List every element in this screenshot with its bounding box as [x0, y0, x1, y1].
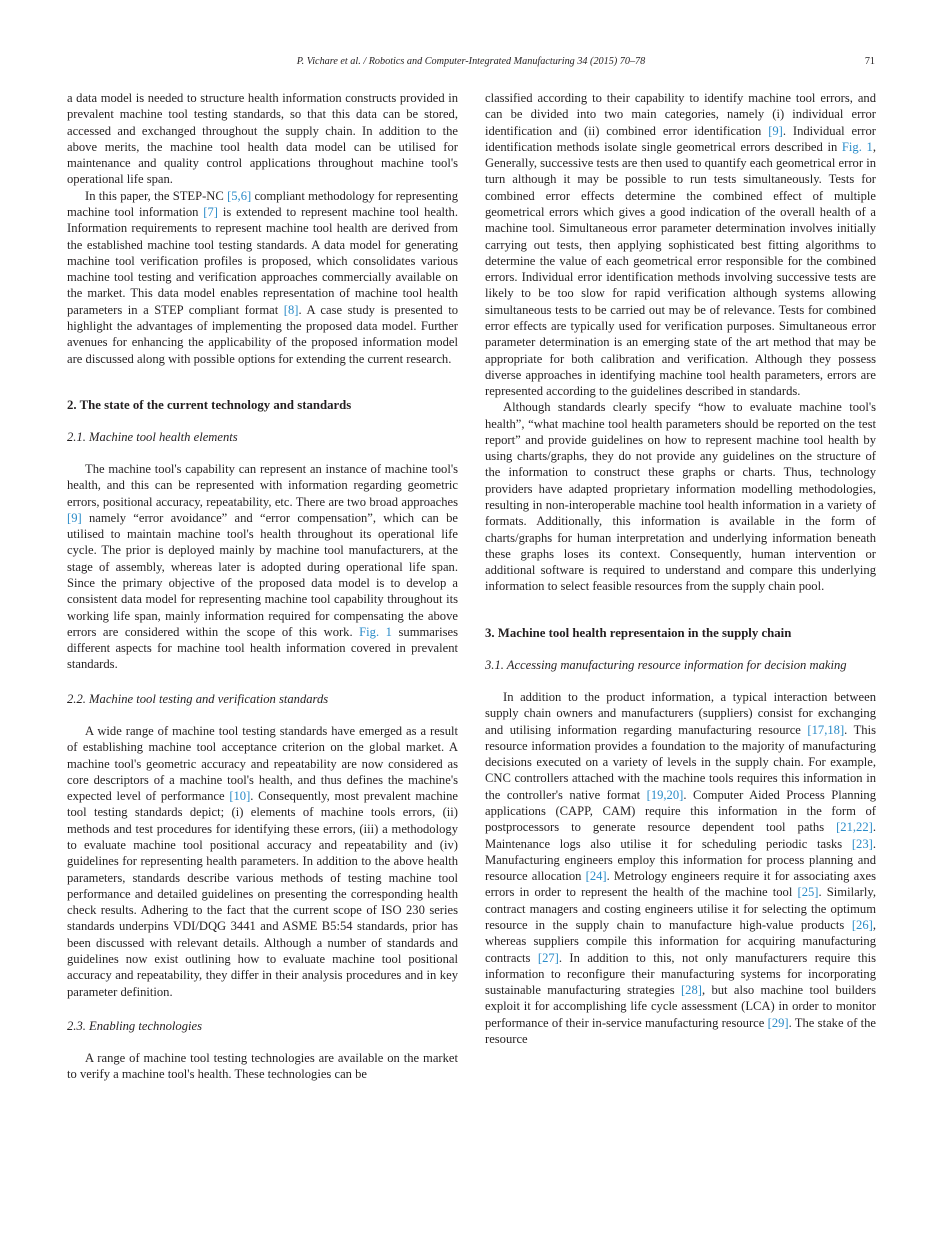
section-heading: 3. Machine tool health representaion in the supply chain — [485, 625, 792, 640]
citation-link[interactable]: [25] — [797, 885, 819, 900]
citation-link[interactable]: [17,18] — [807, 722, 845, 737]
citation-link[interactable]: [8] — [283, 302, 299, 317]
paragraph: Although standards clearly specify “how to evaluate machine tool's health”, “what machine tool health parameters should be reported on the test report” and provide guidelines on how to represent machine tool health by using charts/graphs, they do not provide any guidelines on the structure of the information to construct these graphs or charts. Thus, technology providers have adapted proprietary information modelling methodologies, resulting in non-interoperable machine tool health information in a variety of formats. Additionally, this information is available in the form of charts/graphs for human interpretation and underlying information beneath these graphs loses its context. Consequently, human intervention or additional software is required to understand and compare this underlying information to select feasible resources from the supply chain pool. — [485, 400, 876, 594]
page-number: 71 — [864, 56, 875, 67]
paragraph: a data model is needed to structure health information constructs provided in prevalent machine tool testing standards, so that this data can be stored, accessed and exchanged throughout the supply chain. In addition to the above merits, the machine tool health data model can be utilised for maintenance and quality control applications throughout machine tool's operational life span. — [67, 91, 458, 187]
subsection-heading: 3.1. Accessing manufacturing resource information for decision making — [485, 657, 847, 672]
paragraph: A range of machine tool testing technologies are available on the market to verify a machine tool's health. These technologies can be — [67, 1051, 458, 1082]
paragraph: In this paper, the STEP-NC [5,6] compliant methodology for representing machine tool information [7] is extended to represent machine tool health. Information requirements to represent machine tool health are derived from the established machine tool testing standards. A data model for generating machine tool verification profiles is proposed, which consolidates various machine tool testing and verification approaches commercially available on the market. This data model enables representation of machine tool health parameters in a STEP compliant format [8]. A case study is presented to highlight the advantages of implementing the proposed data model. Further avenues for enhancing the applicability of the proposed information model are discussed along with possible options for extending the current research. — [67, 188, 458, 366]
citation-link[interactable]: [27] — [537, 950, 559, 965]
left-column — [67, 90, 458, 1083]
running-header — [67, 56, 875, 70]
section-heading: 2. The state of the current technology and standards — [67, 397, 352, 412]
citation-link[interactable]: [19,20] — [646, 787, 684, 802]
citation-link[interactable]: [10] — [229, 789, 251, 804]
citation-link[interactable]: [7] — [203, 204, 218, 219]
paragraph: In addition to the product information, a typical interaction between supply chain owners and manufacturers (suppliers) consist for exchanging and utilising information regarding manufacturing resource [17,18]. This resource information provides a foundation to the majority of manufacturing decisions executed on a variety of levels in the supply chain. For example, CNC controllers attached with the machine tools requires this information in the controller's native format [19,20]. Computer Aided Process Planning applications (CAPP, CAM) require this information in the form of postprocessors to generate resource dependent tool paths [21,22]. Maintenance logs also utilise it for scheduling periodic tasks [23]. Manufacturing engineers employ this information for process planning and resource allocation [24]. Metrology engineers require it for associating axes errors in order to represent the health of the machine tool [25]. Similarly, contract managers and costing engineers utilise it for selecting the optimum resource in the supply chain to manufacture high-value products [26], whereas suppliers compile this information for acquiring manufacturing contracts [27]. In addition to this, not only manufacturers require this information to reconfigure their manufacturing systems for incorporating sustainable manufacturing strategies [28], but also machine tool builders exploit it for accomplishing life cycle assessment (LCA) in order to monitor performance of their in-service manufacturing resource [29]. The stake of the resource — [485, 690, 876, 1046]
citation-link[interactable]: [28] — [680, 983, 702, 998]
citation-link[interactable]: [9] — [67, 510, 82, 525]
running-title: P. Vichare et al. / Robotics and Computer-Integrated Manufacturing 34 (2015) 70–78 — [296, 56, 646, 67]
paragraph: A wide range of machine tool testing standards have emerged as a result of establishing machine tool acceptance criterion on the global market. A machine tool's geometric accuracy and repeatability are now considered as core descriptors of a machine tool's health, and thus defines the machine's expected level of performance [10]. Consequently, most prevalent machine tool testing standards depict; (i) elements of machine tools errors, (ii) methods and test procedures for identifying these errors, (iii) a methodology to evaluate machine tool positional accuracy and repeatability and (iv) guidelines for representing health parameters. In addition to the above health parameters, standards describe various methods of testing machine tool performance and detailed guidelines on presenting the corresponding health check results. Adhering to the fact that the current scope of ISO 230 series standards underpins VDI/DQG 3441 and ASME B5:54 standards, prior has been discussed with relevant details. Although a number of standards and guidelines now exist outlining how to evaluate machine tool positional accuracy and repeatability, they differ in their analysis procedures and in key parameter definition. — [67, 724, 458, 999]
paragraph: The machine tool's capability can represent an instance of machine tool's health, and this can be represented with information regarding geometric errors, positional accuracy, repeatability, etc. There are two broad approaches [9] namely “error avoidance” and “error compensation”, which can be utilised to maintain machine tool's health throughout its operational life cycle. The prior is deployed mainly by machine tool manufacturers, at the stage of assembly, whereas later is adopted during operational life span. Since the primary objective of the proposed data model is to develop a consistent data model for representing machine tool capability throughout its working life span, mainly information required for compensating the above errors are considered within the scope of this work. Fig. 1 summarises different aspects for machine tool health information covered in prevalent standards. — [67, 462, 458, 672]
citation-link[interactable]: [29] — [767, 1015, 789, 1030]
paragraph: classified according to their capability to identify machine tool errors, and can be divided into two main categories, namely (i) individual error identification and (ii) combined error identification [9]. Individual error identification methods isolate single geometrical errors described in Fig. 1, Generally, successive tests are then used to quantify each geometrical error in turn although it may be possible to run tests simultaneously. Tests for combined error effects determine the combined effect of multiple geometrical errors which gives a good indication of the overall health of a machine tool. Simultaneous error parameter determination involves initially carrying out tests, then applying sophisticated best fitting algorithms to determine the value of each geometrical error responsible for the combined errors. Individual error identification methods involving successive tests are likely to be too slow for rapid verification although systems allowing simultaneous tests to be carried out may be of relevance. Tests for combined error effects are typically used for verification purposes. Simultaneous error parameter determination is an emerging state of the art method that may be appropriate for both calibration and verification. Although they possess diverse approaches in identifying machine tool health parameters, errors are represented according to the guidelines described in standards. — [485, 91, 876, 399]
citation-link[interactable]: [9] — [768, 123, 783, 138]
subsection-heading: 2.3. Enabling technologies — [67, 1018, 203, 1033]
right-column — [485, 90, 876, 1047]
citation-link[interactable]: [24] — [585, 869, 607, 884]
subsection-heading: 2.2. Machine tool testing and verification standards — [67, 691, 329, 706]
citation-link[interactable]: [21,22] — [836, 820, 873, 835]
figure-link[interactable]: Fig. 1 — [359, 624, 392, 639]
citation-link[interactable]: [5,6] — [227, 188, 252, 203]
citation-link[interactable]: [23] — [851, 836, 873, 851]
subsection-heading: 2.1. Machine tool health elements — [67, 429, 238, 444]
citation-link[interactable]: [26] — [851, 917, 873, 932]
figure-link[interactable]: Fig. 1 — [841, 139, 873, 154]
